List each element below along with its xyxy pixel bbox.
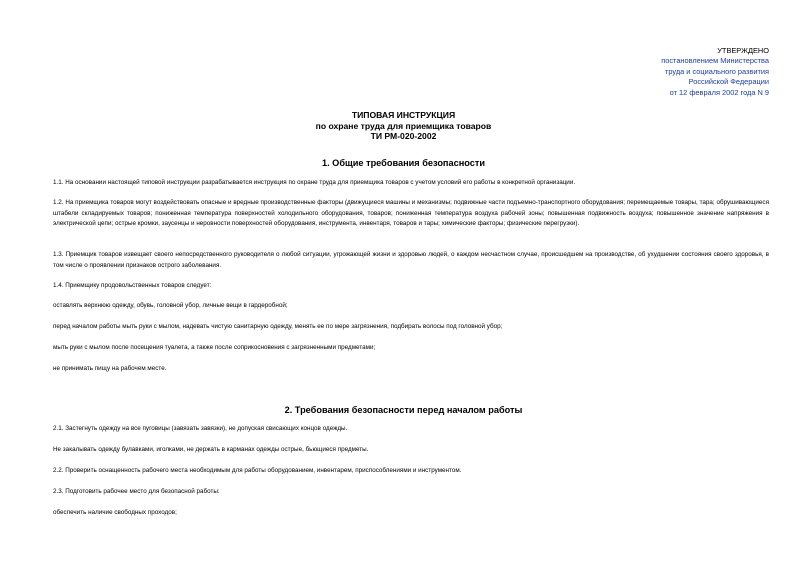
approval-line[interactable]: Российской Федерации [688, 77, 769, 87]
list-item: оставлять верхнюю одежду, обувь, головной убор, личные вещи в гардеробной; [53, 302, 288, 309]
list-item: обеспечить наличие свободных проходов; [53, 509, 177, 516]
paragraph: 1.3. Приемщик товаров извещает своего непосредственного руководителя о любой ситуации, угрожающей жизни и здоровью людей, о каждом несчастном случае, происшедшем на производстве, об ухудшении состояния своего здоровья, в том числе о проявлении признаков острого заболевания. [53, 251, 769, 269]
document-subtitle-line: по охране труда для приемщика товаров [315, 120, 492, 131]
approval-line[interactable]: труда и социального развития [664, 66, 769, 76]
paragraph: Не закалывать одежду булавками, иголками, не держать в карманах одежды острые, бьющиеся предметы. [53, 446, 369, 453]
section-heading: 1. Общие требования безопасности [321, 158, 486, 168]
paragraph: 2.3. Подготовить рабочее место для безопасной работы: [53, 488, 220, 495]
paragraph: 2.2. Проверить оснащенность рабочего места необходимым для работы оборудованием, инвентарем, приспособлениями и инструментом. [53, 467, 462, 474]
paragraph: 1.4. Приемщику продовольственных товаров следует: [53, 282, 212, 289]
paragraph: 1.2. На приемщика товаров могут воздействовать опасные и вредные производственные факторы (движущиеся машины и механизмы; подвижные части подъемно-транспортного оборудования; перемещаемые товары, тара; обрушивающиеся штабели складируемых товаров; пониженная температура поверхностей холодильного оборудования, товаров; пониженная температура воздуха рабочей зоны; повышенная подвижность воздуха; повышенное значение напряжения в электрической цепи; острые кромки, заусенцы и неровности поверхностей оборудования, инструмента, инвентаря, товаров и тары; химические факторы; физические перегрузки). [53, 199, 769, 228]
list-item: мыть руки с мылом после посещения туалета, а также после соприкосновения с загрязненными предметами; [53, 344, 376, 351]
approval-title: УТВЕРЖДЕНО [717, 46, 769, 55]
document-title-line: ТИПОВАЯ ИНСТРУКЦИЯ [351, 110, 456, 120]
document-title [40, 110, 767, 142]
section-heading: 2. Требования безопасности перед началом работы [284, 405, 523, 415]
list-item: не принимать пищу на рабочем месте. [53, 365, 167, 372]
approval-line[interactable]: от 12 февраля 2002 года N 9 [669, 87, 769, 97]
paragraph: 1.1. На основании настоящей типовой инструкции разрабатывается инструкция по охране труда для приемщика товаров с учетом условий его работы в конкретной организации. [53, 179, 576, 186]
approval-line[interactable]: постановлением Министерства [661, 56, 769, 66]
approval-block [661, 46, 769, 98]
list-item: перед началом работы мыть руки с мылом, надевать чистую санитарную одежду, менять ее по мере загрязнения, подбирать волосы под головной убор; [53, 323, 503, 330]
document-code-line: ТИ РМ-020-2002 [370, 131, 437, 142]
paragraph: 2.1. Застегнуть одежду на все пуговицы (завязать завязки), не допуская свисающих концов одежды. [53, 425, 348, 432]
